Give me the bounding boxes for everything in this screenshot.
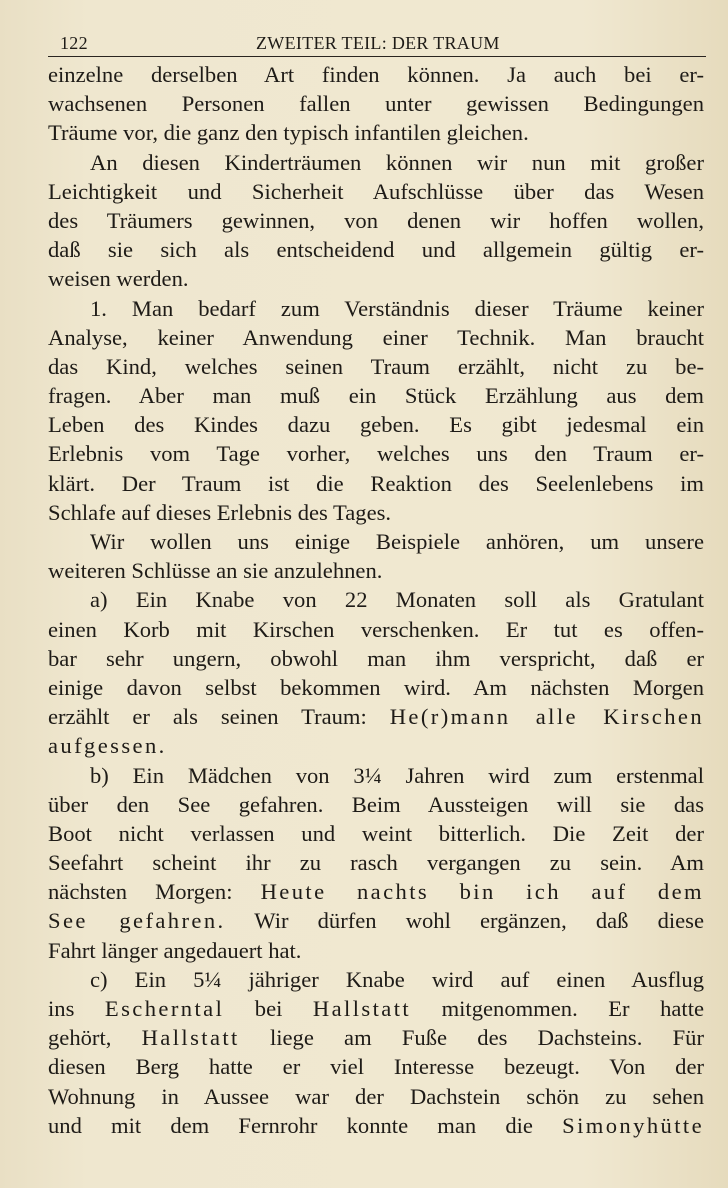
spaced-place-name: Simonyhütte	[562, 1112, 704, 1138]
spaced-dream-text: See gefahren.	[48, 908, 226, 934]
text-run: und mit dem Fernrohr konnte man die	[48, 1112, 563, 1138]
text-line	[48, 1023, 704, 1052]
text-line: Leben des Kindes dazu geben. Es gibt jedesmal ein	[48, 412, 704, 438]
text-line: weiteren Schlüsse an sie anzulehnen.	[48, 558, 383, 584]
spaced-place-name: Hallstatt	[312, 996, 412, 1021]
text-line	[48, 877, 704, 906]
text-line: diesen Berg hatte er viel Interesse bezeugt. Von der	[48, 1054, 704, 1080]
text-line: Boot nicht verlassen und weint bitterlich. Die Zeit der	[48, 820, 704, 846]
page-number: 122	[60, 33, 88, 53]
spaced-place-name: Escherntal	[104, 996, 225, 1021]
text-line: c) Ein 5¼ jähriger Knabe wird auf einen Ausflug	[90, 966, 704, 992]
text-line: fragen. Aber man muß ein Stück Erzählung aus dem	[48, 383, 704, 409]
text-line: b) Ein Mädchen von 3¼ Jahren wird zum erstenmal	[90, 762, 704, 788]
header-rule	[48, 56, 706, 57]
text-line: Analyse, keiner Anwendung einer Technik. Man braucht	[48, 324, 704, 350]
spaced-place-name: Hallstatt	[141, 1025, 240, 1051]
text-line	[48, 702, 704, 731]
text-line: über den See gefahren. Beim Aussteigen will sie das	[48, 791, 704, 817]
text-run: liege am Fuße des Dachsteins. Für	[239, 1025, 704, 1051]
text-line: einzelne derselben Art finden können. Ja auch bei er-	[48, 62, 704, 87]
text-line: An diesen Kinderträumen können wir nun mit großer	[90, 149, 704, 175]
text-line: einen Korb mit Kirschen verschenken. Er tut es offen-	[48, 616, 704, 642]
text-line: Wohnung in Aussee war der Dachstein schön zu sehen	[48, 1083, 704, 1109]
text-run: Wir dürfen wohl ergänzen, daß diese	[225, 908, 704, 934]
spaced-dream-text: Heute nachts bin ich auf dem	[260, 879, 704, 905]
text-line: Schlafe auf dieses Erlebnis des Tages.	[48, 499, 392, 525]
text-line: Träume vor, die ganz den typisch infantilen gleichen.	[48, 120, 529, 146]
text-run: ins	[48, 996, 105, 1021]
spaced-dream-text: He(r)mann alle Kirschen	[389, 704, 704, 730]
text-line	[48, 906, 704, 935]
text-line: weisen werden.	[48, 266, 189, 292]
text-line: wachsenen Personen fallen unter gewissen Bedingungen	[48, 91, 704, 117]
page-header	[50, 30, 706, 56]
text-line: einige davon selbst bekommen wird. Am nächsten Morgen	[48, 674, 704, 700]
text-line: Seefahrt scheint ihr zu rasch vergangen zu sein. Am	[48, 850, 704, 876]
text-line: daß sie sich als entscheidend und allgemein gültig er-	[48, 237, 704, 263]
running-head: ZWEITER TEIL: DER TRAUM	[256, 33, 500, 53]
text-line: 1. Man bedarf zum Verständnis dieser Träume keiner	[90, 295, 704, 321]
text-line: bar sehr ungern, obwohl man ihm verspricht, daß er	[48, 645, 704, 671]
text-line: Wir wollen uns einige Beispiele anhören, um unsere	[90, 529, 704, 554]
text-line: klärt. Der Traum ist die Reaktion des Seelenlebens im	[48, 470, 704, 496]
text-line	[48, 994, 704, 1023]
text-line	[48, 1111, 704, 1140]
text-run: bei	[224, 996, 313, 1021]
text-line: Fahrt länger angedauert hat.	[48, 937, 302, 963]
text-line: das Kind, welches seinen Traum erzählt, nicht zu be-	[48, 353, 704, 379]
text-run: nächsten Morgen:	[48, 879, 261, 905]
text-run: mitgenommen. Er hatte	[411, 996, 704, 1021]
text-line: Leichtigkeit und Sicherheit Aufschlüsse über das Wesen	[48, 178, 704, 204]
text-line: a) Ein Knabe von 22 Monaten soll als Gratulant	[90, 587, 704, 613]
text-line: des Träumers gewinnen, von denen wir hoffen wollen,	[48, 207, 704, 233]
text-run: erzählt er als seinen Traum:	[48, 704, 390, 730]
text-run: gehört,	[48, 1025, 142, 1051]
text-line: Erlebnis vom Tage vorher, welches uns den Traum er-	[48, 441, 704, 467]
body-text	[48, 60, 704, 1140]
spaced-dream-text: aufgessen.	[48, 733, 167, 759]
